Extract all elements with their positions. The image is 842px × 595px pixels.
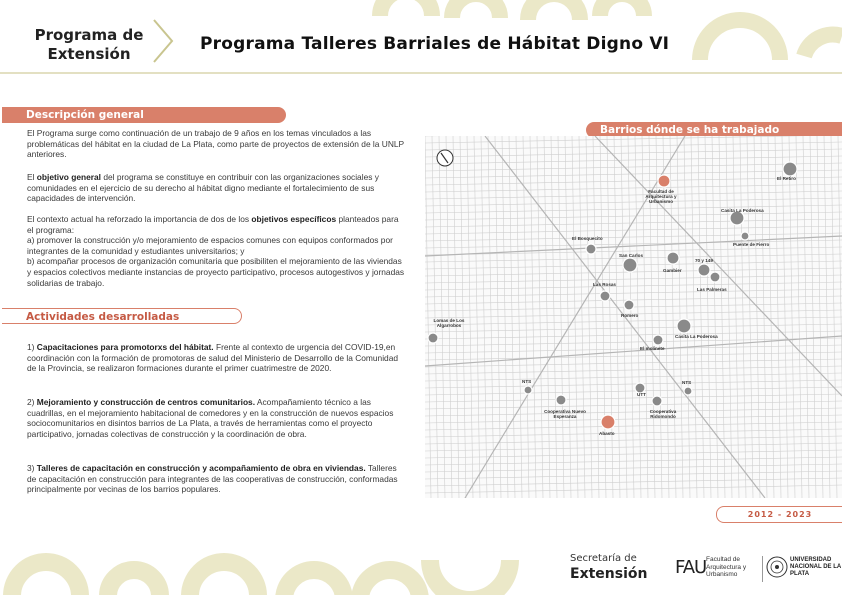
activity-2-text: Acompañamiento técnico a las cuadrillas, en el mejoramiento habitacional de comedores y en la construcción de nuevos espacios sociocomunitarios en disintos barrios de La Plata, a través de herramientas como el proyecto participativo, jornadas colectivas de construcción y la coordinación de obra. xyxy=(27,397,394,439)
unlp-seal-icon xyxy=(766,556,788,578)
map-label-coop-nuevo-esperanza: Cooperativa Nuevo Esperanza xyxy=(544,409,586,420)
barrios-map xyxy=(425,136,842,498)
map-label-puente-de-fierro: Puente de Fierro xyxy=(733,242,770,247)
activity-2-number: 2) xyxy=(27,397,37,407)
map-label-utt: UTT xyxy=(637,392,646,397)
map-marker-gambier xyxy=(667,252,679,264)
p3-item-b: b) acompañar procesos de organización comunitaria que posibiliten el mejoramiento de las viviendas y espacios colectivos mediante instancias de proyecto participativo, procesos autogestivos y jornadas solidarias de trabajo. xyxy=(27,256,405,288)
map-marker-coop-ridomondo xyxy=(652,396,662,406)
activity-1-title: Capacitaciones para promotorxs del hábitat. xyxy=(36,342,214,352)
description-text-1: El Programa surge como continuación de un trabajo de 9 años en los temas vinculados a las problemáticas del hábitat en la ciudad de La Plata, como parte de proyectos de extensión de la UNLP anteriores. xyxy=(27,128,404,160)
activity-1-text: Frente al contexto de urgencia del COVID-19,en coordinación con la formación de promotoras de salud del Ministerio de Desarrollo de la Comunidad de la Provincia, se realizaron formaciones durante el primer cuatrimestre de 2020. xyxy=(27,342,399,374)
map-label-cuesta-la-poderosa-1: Casita La Poderosa xyxy=(721,208,764,213)
map-label-el-retiro: El Retiro xyxy=(777,176,796,181)
map-label-san-carlos: San Carlos xyxy=(619,253,643,258)
map-marker-san-carlos xyxy=(623,258,637,272)
map-label-coop-ridomondo: Cooperativa Ridomondo xyxy=(649,409,677,420)
map-marker-fau xyxy=(658,175,670,187)
map-marker-lomas-algarrobos xyxy=(428,333,438,343)
map-marker-coop-nuevo-esperanza xyxy=(556,395,566,405)
section-heading-barrios: Barrios dónde se ha trabajado xyxy=(586,122,842,138)
map-marker-casita-la-poderosa-2 xyxy=(677,319,691,333)
activity-3-number: 3) xyxy=(27,463,37,473)
brand-line-2: Extensión xyxy=(47,45,131,63)
map-label-casita-la-poderosa-2: Casita La Poderosa xyxy=(675,334,718,339)
chevron-right-icon xyxy=(148,16,178,66)
map-label-70-y-149: 70 y 149 xyxy=(695,258,713,263)
map-marker-puente-de-fierro xyxy=(741,232,749,240)
years-range-badge: 2012 - 2023 xyxy=(716,506,842,523)
footer-secretaria: Secretaría de xyxy=(570,553,637,564)
footer-extension-logo: Extensión xyxy=(570,566,648,582)
p3-bold: objetivos específicos xyxy=(251,214,337,224)
p3-item-a: a) promover la construcción y/o mejoramiento de espacios comunes con equipos conformados por integrantes de la comunidad y estudiantes universitarios; y xyxy=(27,235,393,256)
header-divider xyxy=(0,72,842,74)
map-marker-nts-2 xyxy=(684,387,692,395)
north-arrow-icon xyxy=(437,150,453,166)
map-label-el-bosquecito: El Bosquecito xyxy=(572,236,603,241)
page-title: Programa Talleres Barriales de Hábitat Digno VI xyxy=(200,34,670,54)
p2-lead: El xyxy=(27,172,37,182)
map-label-nts-1: NTS xyxy=(522,379,532,384)
activity-2-title: Mejoramiento y construcción de centros comunitarios. xyxy=(36,397,256,407)
activity-3 xyxy=(27,463,407,495)
map-marker-el-bosquecito xyxy=(586,244,596,254)
p3-rest: planteados para el programa: xyxy=(27,214,399,235)
map-label-nts-2: NTS xyxy=(682,380,692,385)
map-marker-el-retiro xyxy=(783,162,797,176)
map-label-romero: Romero xyxy=(621,313,639,318)
map-marker-romero xyxy=(624,300,634,310)
map-marker-las-rosas xyxy=(600,291,610,301)
map-marker-70-y-149 xyxy=(698,264,710,276)
map-label-fau: Facultad de Arquitectura y Urbanismo xyxy=(645,189,677,205)
p2-rest: del programa se constituye en contribuir con las organizaciones sociales y comunidades en el ejercicio de su derecho al hábitat digno mediante el fortalecimiento de sus capacidades de intervención. xyxy=(27,172,379,204)
description-paragraph-1 xyxy=(27,128,407,160)
description-paragraph-3 xyxy=(27,214,407,288)
map-marker-el-molinete xyxy=(653,335,663,345)
section-heading-activities: Actividades desarrolladas xyxy=(2,308,242,324)
activity-1-number: 1) xyxy=(27,342,37,352)
activity-2 xyxy=(27,397,407,439)
fau-logo: FAU xyxy=(675,557,707,578)
map-marker-abasto xyxy=(601,415,615,429)
map-label-lomas-algarrobos: Lomas de Los Algarrobos xyxy=(433,318,465,329)
fau-name: Facultad de Arquitectura y Urbanismo xyxy=(706,556,747,578)
program-brand xyxy=(34,26,144,64)
section-heading-description: Descripción general xyxy=(2,107,286,123)
activity-3-title: Talleres de capacitación en construcción y acompañamiento de obra en viviendas. xyxy=(36,463,366,473)
description-paragraph-2 xyxy=(27,172,407,204)
p2-bold: objetivo general xyxy=(36,172,102,182)
brand-line-1: Programa de xyxy=(34,26,144,44)
p3-lead: El contexto actual ha reforzado la importancia de dos de los xyxy=(27,214,252,224)
unlp-name: UNIVERSIDAD NACIONAL DE LA PLATA xyxy=(790,557,841,577)
map-label-abasto: Abasto xyxy=(599,431,615,436)
map-label-las-rosas: Las Rosas xyxy=(593,282,616,287)
map-marker-nts-1 xyxy=(524,386,532,394)
map-label-las-palmeras: Las Palmeras xyxy=(697,287,727,292)
map-label-el-molinete: El molinete xyxy=(640,346,665,351)
activity-3-text: Talleres de capacitación en construcción para integrantes de las cooperativas de construcción, conformadas principalmente por vecinas de los barrios populares. xyxy=(27,463,398,495)
footer-divider xyxy=(762,556,763,582)
activity-1 xyxy=(27,342,407,374)
map-label-gambier: Gambier xyxy=(663,268,682,273)
map-marker-las-palmeras xyxy=(710,272,720,282)
